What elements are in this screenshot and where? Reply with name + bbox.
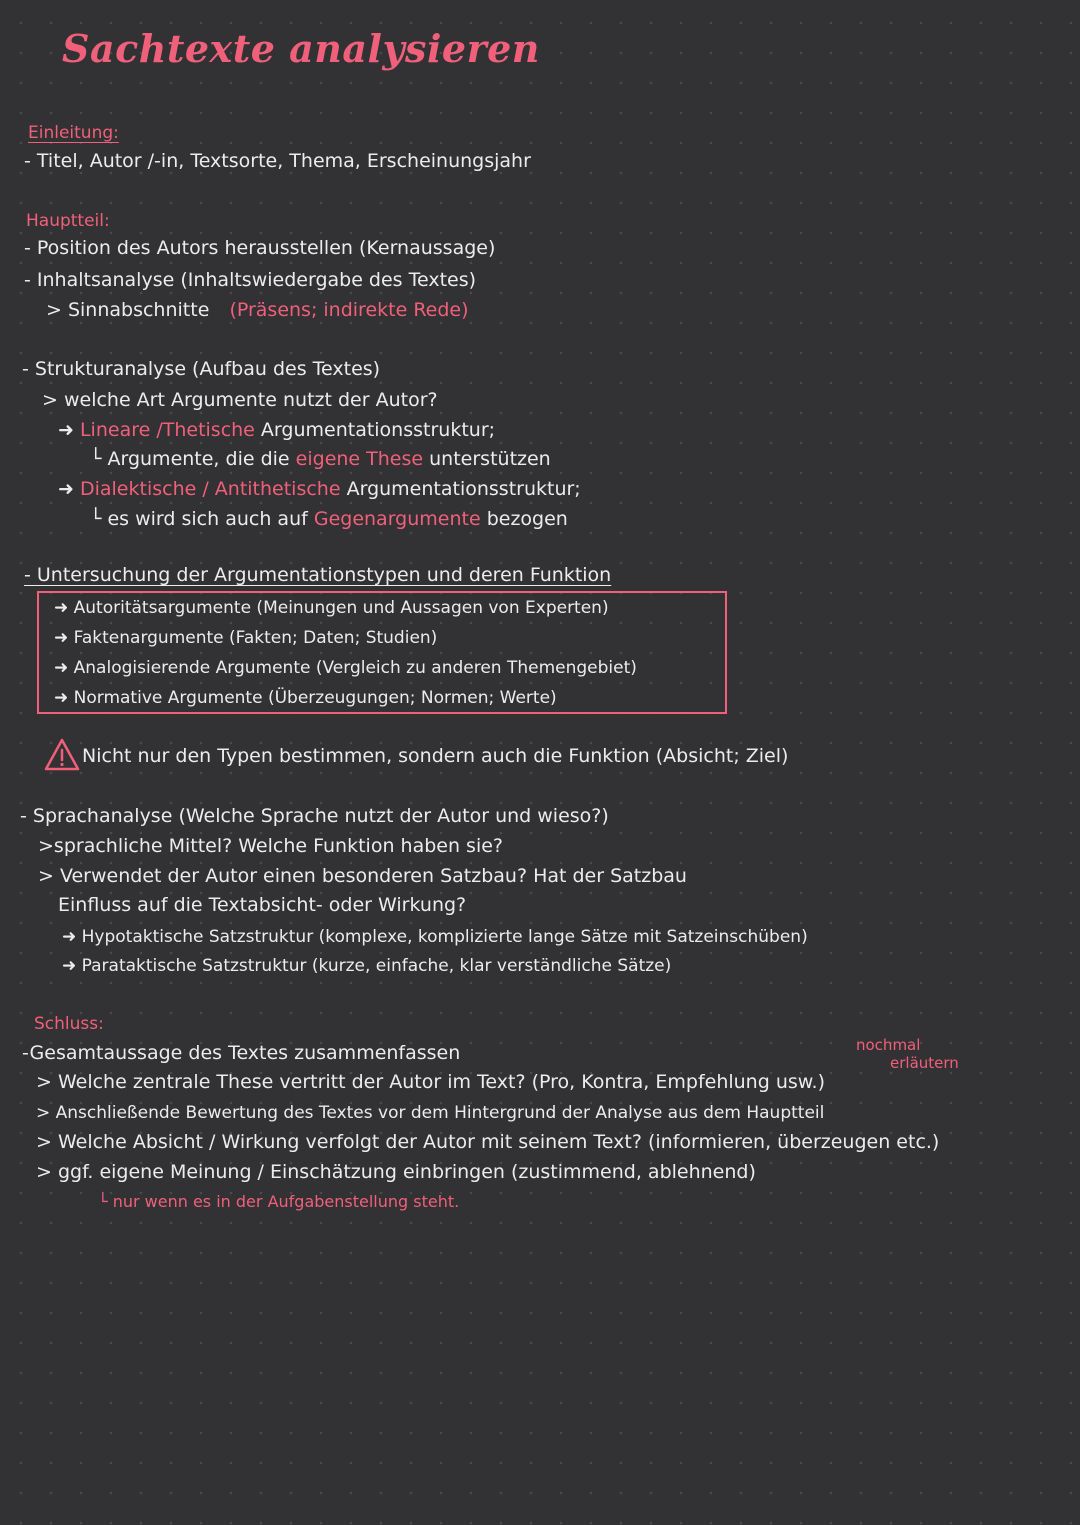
sprache-heading: - Sprachanalyse (Welche Sprache nutzt der Autor und wieso?) — [20, 805, 609, 827]
section-label-einleitung: Einleitung: — [28, 123, 119, 143]
sprache-hypotaktisch: ➜ Hypotaktische Satzstruktur (komplexe, komplizierte lange Sätze mit Satzeinschüben) — [62, 927, 808, 947]
linear-label: Lineare /Thetische — [79, 419, 255, 441]
dialektisch-sub-a: └ es wird sich auch auf — [90, 508, 308, 530]
struktur-dialektisch — [58, 477, 581, 501]
hauptteil-line-sinnabschnitte — [46, 298, 469, 322]
section-label-hauptteil: Hauptteil: — [26, 211, 110, 231]
argument-type-item: ➜ Normative Argumente (Überzeugungen; Normen; Werte) — [54, 688, 557, 708]
dialektisch-label: Dialektische / Antithetische — [79, 478, 341, 500]
struktur-linear-sub — [90, 447, 551, 471]
sprache-mittel: >sprachliche Mittel? Welche Funktion haben sie? — [38, 835, 503, 857]
gegenargumente: Gegenargumente — [313, 508, 481, 530]
struktur-heading: - Strukturanalyse (Aufbau des Textes) — [22, 358, 381, 380]
argument-type-item: ➜ Autoritätsargumente (Meinungen und Aussagen von Experten) — [54, 598, 609, 618]
note-erlaeutern: erläutern — [890, 1054, 959, 1072]
arrow-icon: ➜ — [58, 478, 74, 500]
linear-rest: Argumentationsstruktur; — [260, 419, 496, 441]
note-nochmal: nochmal — [856, 1036, 921, 1054]
schluss-absicht: > Welche Absicht / Wirkung verfolgt der Autor mit seinem Text? (informieren, überzeugen etc.) — [36, 1131, 940, 1153]
sprache-parataktisch: ➜ Parataktische Satzstruktur (kurze, einfache, klar verständliche Sätze) — [62, 956, 672, 976]
schluss-these: > Welche zentrale These vertritt der Autor im Text? (Pro, Kontra, Empfehlung usw.) — [36, 1071, 826, 1093]
praesens-note: (Präsens; indirekte Rede) — [229, 299, 469, 321]
linear-sub-a: └ Argumente, die die — [90, 448, 290, 470]
argument-type-item: ➜ Analogisierende Argumente (Vergleich zu anderen Themengebiet) — [54, 658, 637, 678]
warning-text: Nicht nur den Typen bestimmen, sondern auch die Funktion (Absicht; Ziel) — [82, 745, 789, 767]
schluss-gesamtaussage: -Gesamtaussage des Textes zusammenfassen — [22, 1042, 461, 1064]
arrow-icon: ➜ — [58, 419, 74, 441]
hauptteil-line-position: - Position des Autors herausstellen (Kernaussage) — [24, 237, 496, 259]
warning-icon — [44, 738, 80, 772]
hauptteil-line-inhalt: - Inhaltsanalyse (Inhaltswiedergabe des Textes) — [24, 269, 477, 291]
schluss-hinweis: └ nur wenn es in der Aufgabenstellung steht. — [98, 1192, 460, 1211]
section-label-schluss: Schluss: — [34, 1014, 104, 1034]
sinnabschnitte-text: > Sinnabschnitte — [46, 299, 210, 321]
struktur-question: > welche Art Argumente nutzt der Autor? — [42, 389, 438, 411]
struktur-linear — [58, 418, 495, 442]
eigene-these: eigene These — [295, 448, 424, 470]
linear-sub-b: unterstützen — [429, 448, 551, 470]
page-title: Sachtexte analysieren — [62, 26, 540, 71]
sprache-satzbau: > Verwendet der Autor einen besonderen Satzbau? Hat der Satzbau — [38, 865, 687, 887]
dialektisch-sub-b: bezogen — [486, 508, 568, 530]
schluss-meinung: > ggf. eigene Meinung / Einschätzung einbringen (zustimmend, ablehnend) — [36, 1161, 756, 1183]
dialektisch-rest: Argumentationsstruktur; — [346, 478, 581, 500]
typen-heading: - Untersuchung der Argumentationstypen und deren Funktion — [24, 564, 612, 586]
schluss-bewertung: > Anschließende Bewertung des Textes vor dem Hintergrund der Analyse aus dem Hauptteil — [36, 1103, 825, 1123]
einleitung-line: - Titel, Autor /-in, Textsorte, Thema, Erscheinungsjahr — [24, 150, 531, 172]
argument-type-item: ➜ Faktenargumente (Fakten; Daten; Studien) — [54, 628, 438, 648]
struktur-dialektisch-sub — [90, 507, 568, 531]
sprache-einfluss: Einfluss auf die Textabsicht- oder Wirkung? — [58, 894, 467, 916]
